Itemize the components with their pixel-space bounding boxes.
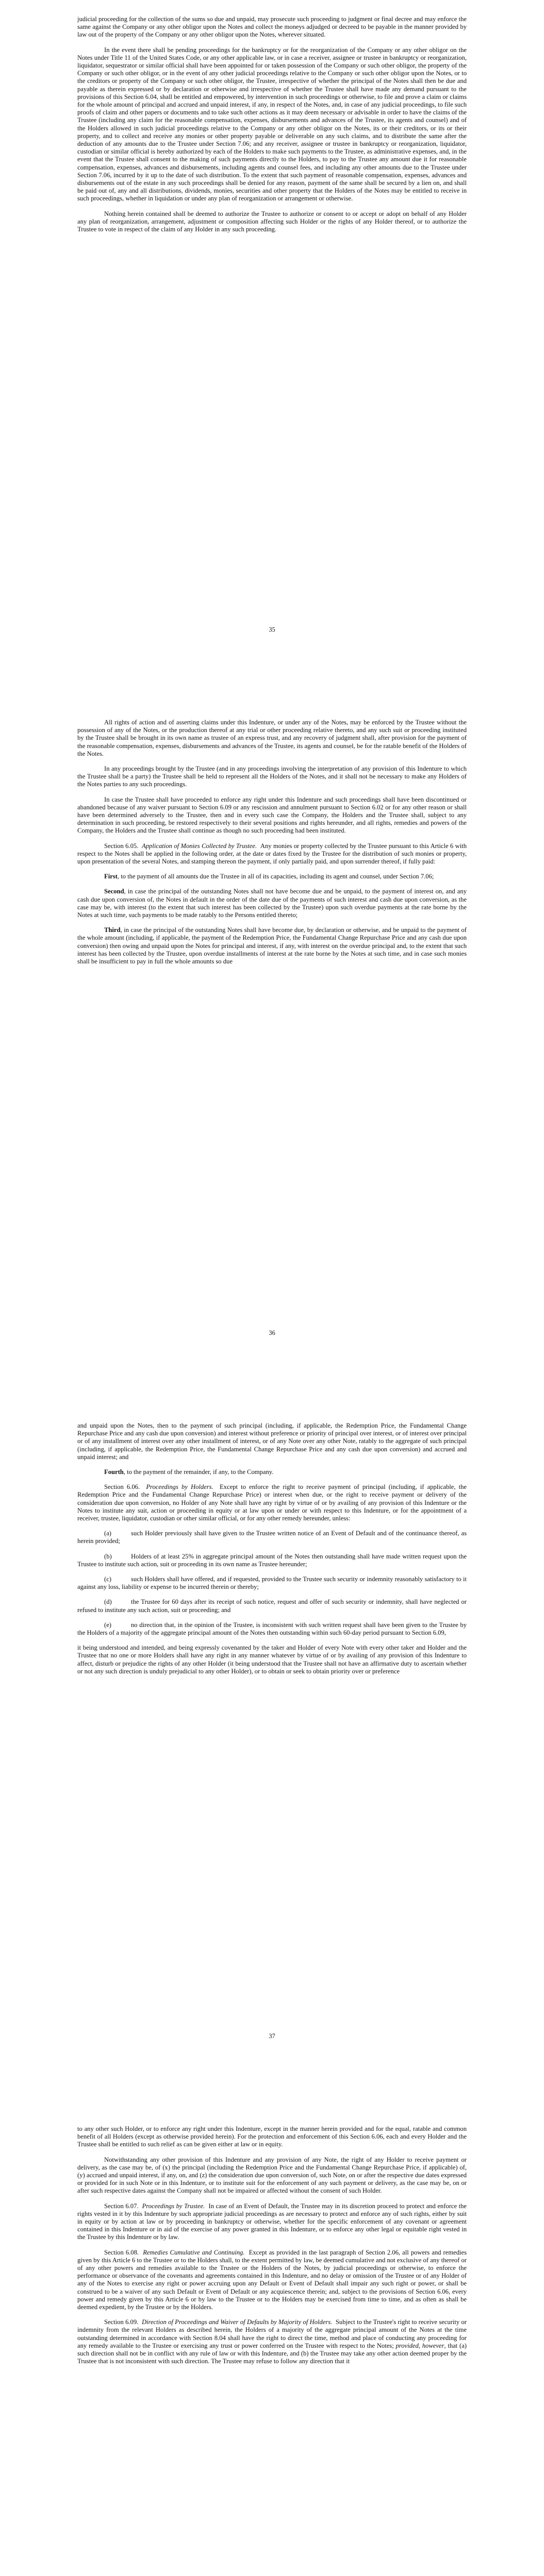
section-text: Any monies or property collected by the Trustee pursuant to this Article 6 with respect to the Notes shall be applied in the following order, at the date or dates fixed by the Trustee for the distribution of such monies or property, upon presentation of the several Notes, and stamping thereon the payment, if only partially paid, and upon surrender thereof, if fully paid: <box>77 842 467 866</box>
payment-order-first <box>77 873 467 880</box>
order-text: , to the payment of all amounts due the Trustee in all of its capacities, including its agent and counsel, under Section 7.06; <box>117 873 434 880</box>
document-page-37 <box>0 1406 544 2110</box>
payment-order-third <box>77 926 467 965</box>
proviso-emphasis: provided, however <box>395 2342 444 2349</box>
condition-d <box>77 1598 467 1614</box>
section-6-05 <box>77 842 467 866</box>
section-number: Section 6.09. <box>104 2318 139 2326</box>
page-number: 36 <box>269 1329 275 1336</box>
order-label: First <box>104 873 118 880</box>
paragraph-rights-of-action: All rights of action and of asserting claims under this Indenture, or under any of the Notes, may be enforced by the Trustee without the possession of any of the Notes, or the production thereof at any trial or other proceeding relative thereto, and any such suit or proceeding instituted by the Trustee shall be brought in its own name as trustee of an express trust, and any recovery of judgment shall, after provision for the payment of the reasonable compensation, expenses, disbursements and advances of the Trustee, its agents and counsel, be for the ratable benefit of the Holders of the Notes. <box>77 719 467 757</box>
section-title: Proceedings by Holders. <box>146 1483 213 1491</box>
section-number: Section 6.08. <box>104 2248 139 2256</box>
order-label: Third <box>104 926 121 934</box>
section-text: In case of an Event of Default, the Trustee may in its discretion proceed to protect and enforce the rights vested in it by this Indenture by such appropriate judicial proceedings as are necessary to protect and enforce any of such rights, either by suit in equity or by action at law or by proceeding in bankruptcy or otherwise, whether for the specific enforcement of any covenant or agreement contained in this Indenture or in aid of the exercise of any power granted in this Indenture, or to enforce any other legal or equitable right vested in the Trustee by this Indenture or by law. <box>77 2202 467 2241</box>
payment-order-second <box>77 888 467 919</box>
condition-e <box>77 1621 467 1637</box>
paragraph-judicial-proceeding: judicial proceeding for the collection of the sums so due and unpaid, may prosecute such proceeding to judgment or final decree and may enforce the same against the Company or any other obligor upon the Notes and collect the moneys adjudged or decreed to be payable in the manner provided by law out of the property of the Company or any other obligor upon the Notes, wherever situated. <box>77 15 467 39</box>
page-number: 37 <box>269 2032 275 2040</box>
paragraph-bankruptcy-proceedings: In the event there shall be pending proceedings for the bankruptcy or for the reorganization of the Company or any other obligor on the Notes under Title 11 of the United States Code, or any other applicable law, or in case a receiver, assignee or trustee in bankruptcy or reorganization, liquidator, sequestrator or similar official shall have been appointed for or taken possession of the Company or such other obligor, the property of the Company or such other obligor, or in the event of any other judicial proceedings relative to the Company or such other obligor upon the Notes, or to the creditors or property of the Company or such other obligor, the Trustee, irrespective of whether the principal of the Notes shall then be due and payable as therein expressed or by declaration or otherwise and irrespective of whether the Trustee shall have made any demand pursuant to the provisions of this Section 6.04, shall be entitled and empowered, by intervention in such proceedings or otherwise, to file and prove a claim or claims for the whole amount of principal and accrued and unpaid interest, if any, in respect of the Notes, and, in case of any judicial proceedings, to file such proofs of claim and other papers or documents and to take such other actions as it may deem necessary or advisable in order to have the claims of the Trustee (including any claim for the reasonable compensation, expenses, disbursements and advances of the Trustee, its agents and counsel) and of the Holders allowed in such judicial proceedings relative to the Company or any other obligor on the Notes, its or their creditors, or its or their property, and to collect and receive any monies or other property payable or deliverable on any such claims, and to distribute the same after the deduction of any amounts due to the Trustee under Section 7.06; and any receiver, assignee or trustee in bankruptcy or reorganization, liquidator, custodian or similar official is hereby authorized by each of the Holders to make such payments to the Trustee, as administrative expenses, and, in the event that the Trustee shall consent to the making of such payments directly to the Holders, to pay to the Trustee any amount due it for reasonable compensation, expenses, advances and disbursements, including agents and counsel fees, and including any other amounts due to the Trustee under Section 7.06, incurred by it up to the date of such distribution. To the extent that such payment of reasonable compensation, expenses, advances and disbursements out of the estate in any such proceedings shall be denied for any reason, payment of the same shall be secured by a lien on, and shall be paid out of, any and all distributions, dividends, monies, securities and other property that the Holders of the Notes may be entitled to receive in such proceedings, whether in liquidation or under any plan of reorganization or arrangement or otherwise. <box>77 46 467 202</box>
paragraph-discontinued-proceedings: In case the Trustee shall have proceeded to enforce any right under this Indenture and such proceedings shall have been discontinued or abandoned because of any waiver pursuant to Section 6.09 or any rescission and annulment pursuant to Section 6.02 or for any other reason or shall have been determined adversely to the Trustee, then and in every such case the Company, the Holders and the Trustee shall, subject to any determination in such proceeding, be restored respectively to their several positions and rights hereunder, and all rights, remedies and powers of the Company, the Holders and the Trustee shall continue as though no such proceeding had been instituted. <box>77 795 467 835</box>
condition-text: the Trustee for 60 days after its receipt of such notice, request and offer of such security or indemnity, shall have neglected or refused to institute any such action, suit or proceeding; and <box>77 1598 467 1614</box>
paragraph-continuation: to any other such Holder, or to enforce any right under this Indenture, except in the manner herein provided and for the equal, ratable and common benefit of all Holders (except as otherwise provided herein). For the protection and enforcement of this Section 6.06, each and every Holder and the Trustee shall be entitled to such relief as can be given either at law or in equity. <box>77 2125 467 2148</box>
condition-label: (a) <box>104 1530 111 1537</box>
condition-label: (d) <box>104 1598 112 1606</box>
section-title: Remedies Cumulative and Continuing. <box>143 2248 245 2256</box>
document-page-35 <box>0 0 544 703</box>
paragraph-trustee-represents-holders: In any proceedings brought by the Trustee (and in any proceedings involving the interpretation of any provision of this Indenture to which the Trustee shall be a party) the Trustee shall be held to represent all the Holders of the Notes, and it shall not be necessary to make any Holders of the Notes parties to any such proceedings. <box>77 765 467 788</box>
paragraph-continuation: and unpaid upon the Notes, then to the payment of such principal (including, if applicable, the Redemption Price, the Fundamental Change Repurchase Price and any cash due upon conversion) and interest without preference or priority of principal over interest, or of interest over principal or of any installment of interest over any other installment of interest, or of any Note over any other Note, ratably to the aggregate of such principal (including, if applicable, the Redemption Price, the Fundamental Change Repurchase Price and any cash due upon conversion) and accrued and unpaid interest; and <box>77 1422 467 1461</box>
page-number: 35 <box>269 626 275 633</box>
order-label: Fourth <box>104 1468 124 1476</box>
section-title: Application of Monies Collected by Trustee. <box>142 842 257 850</box>
paragraph-notwithstanding: Notwithstanding any other provision of this Indenture and any provision of any Note, the right of any Holder to receive payment or delivery, as the case may be, of (x) the principal (including the Redemption Price and the Fundamental Change Repurchase Price, if applicable) of, (y) accrued and unpaid interest, if any, on, and (z) the consideration due upon conversion of, such Note, on or after the respective due dates expressed or provided for in such Note or in this Indenture, or to institute suit for the enforcement of any such payment or delivery, as the case may be, on or after such respective dates against the Company shall not be impaired or affected without the consent of such Holder. <box>77 2156 467 2195</box>
paragraph-nothing-herein: Nothing herein contained shall be deemed to authorize the Trustee to authorize or consent to or accept or adopt on behalf of any Holder any plan of reorganization, arrangement, adjustment or composition affecting such Holder or the rights of any Holder thereof, or to authorize the Trustee to vote in respect of the claim of any Holder in any such proceeding. <box>77 210 467 233</box>
payment-order-fourth <box>77 1468 467 1476</box>
condition-a <box>77 1530 467 1545</box>
document-page-36 <box>0 703 544 1406</box>
section-title: Direction of Proceedings and Waiver of Defaults by Majority of Holders. <box>141 2318 333 2326</box>
document-page-38 <box>0 2110 544 2576</box>
condition-text: Holders of at least 25% in aggregate principal amount of the Notes then outstanding shall have made written request upon the Trustee to institute such action, suit or proceeding in its own name as Trustee hereunder; <box>77 1552 467 1568</box>
section-text: Subject to the Trustee's right to receive security or indemnity from the relevant Holders as described herein, the Holders of a majority of the aggregate principal amount of the Notes at the time outstanding determined in accordance with Section 8.04 shall have the right to direct the time, method and place of conducting any proceeding for any remedy available to the Trustee or exercising any trust or power conferred on the Trustee with respect to the Notes; <box>77 2318 467 2349</box>
condition-text: no direction that, in the opinion of the Trustee, is inconsistent with such written request shall have been given to the Trustee by the Holders of a majority of the aggregate principal amount of the Notes then outstanding within such 60-day period pursuant to Section 6.09, <box>77 1621 467 1637</box>
section-number: Section 6.05. <box>104 842 139 850</box>
condition-text: such Holders shall have offered, and if requested, provided to the Trustee such security or indemnity reasonably satisfactory to it against any loss, liability or expense to be incurred therein or thereby; <box>77 1575 467 1591</box>
order-text: , in case the principal of the outstanding Notes shall not have become due and be unpaid, to the payment of interest on, and any cash due upon conversion of, the Notes in default in the order of the date due of the payments of such interest and cash due upon conversion, as the case may be, with interest (to the extent that such interest has been collected by the Trustee) upon such overdue payments at the rate borne by the Notes at such time, such payments to be made ratably to the Persons entitled thereto; <box>77 888 467 919</box>
order-text: , in case the principal of the outstanding Notes shall have become due, by declaration or otherwise, and be unpaid to the payment of the whole amount (including, if applicable, the payment of the Redemption Price, the Fundamental Change Repurchase Price and any cash due upon conversion) then owing and unpaid upon the Notes for principal and interest, if any, with interest on the overdue principal and, to the extent that such interest has been collected by the Trustee, upon overdue installments of interest at the rate borne by the Notes at such time, and in case such monies shall be insufficient to pay in full the whole amounts so due <box>77 926 467 965</box>
condition-label: (b) <box>104 1552 112 1560</box>
section-number: Section 6.07. <box>104 2202 139 2210</box>
section-6-08 <box>77 2249 467 2312</box>
section-6-06 <box>77 1483 467 1522</box>
condition-c <box>77 1575 467 1591</box>
condition-label: (e) <box>104 1621 111 1629</box>
section-number: Section 6.06. <box>104 1483 140 1491</box>
order-text: , to the payment of the remainder, if any, to the Company. <box>123 1468 274 1476</box>
condition-text: such Holder previously shall have given to the Trustee written notice of an Event of Default and of the continuance thereof, as herein provided; <box>77 1530 467 1545</box>
condition-b <box>77 1553 467 1568</box>
section-text: Except as provided in the last paragraph of Section 2.06, all powers and remedies given by this Article 6 to the Trustee or to the Holders shall, to the extent permitted by law, be deemed cumulative and not exclusive of any thereof or of any other powers and remedies available to the Trustee or the Holders of the Notes, by judicial proceedings or otherwise, to enforce the performance or observance of the covenants and agreements contained in this Indenture, and no delay or omission of the Trustee or of any Holder of any of the Notes to exercise any right or power accruing upon any Default or Event of Default shall impair any such right or power, or shall be construed to be a waiver of any such Default or Event of Default or any acquiescence therein; and, subject to the provisions of Section 6.06, every power and remedy given by this Article 6 or by law to the Trustee or to the Holders may be exercised from time to time, and as often as shall be deemed expedient, by the Trustee or by the Holders. <box>77 2248 467 2311</box>
section-title: Proceedings by Trustee. <box>142 2202 205 2210</box>
section-text: Except to enforce the right to receive payment of principal (including, if applicable, the Redemption Price and the Fundamental Change Repurchase Price) or interest when due, or the right to receive payment or delivery of the consideration due upon conversion, no Holder of any Note shall have any right by virtue of or by availing of any provision of this Indenture or the Notes to institute any suit, action or proceeding in equity or at law upon or under or with respect to this Indenture, or for the appointment of a receiver, trustee, liquidator, custodian or other similar official, or for any other remedy hereunder, unless: <box>77 1483 467 1522</box>
paragraph-covenant: it being understood and intended, and being expressly covenanted by the taker and Holder of every Note with every other taker and Holder and the Trustee that no one or more Holders shall have any right in any manner whatever by virtue of or by availing of any provision of this Indenture to affect, disturb or prejudice the rights of any other Holder (it being understood that the Trustee shall not have an affirmative duty to ascertain whether or not any such direction is unduly prejudicial to any other Holder), or to obtain or seek to obtain priority over or preference <box>77 1644 467 1675</box>
condition-label: (c) <box>104 1575 111 1583</box>
order-label: Second <box>104 888 124 895</box>
section-text-continued: , that (a) such direction shall not be in conflict with any rule of law or with this Indenture, and (b) the Trustee may take any other action deemed proper by the Trustee that is not inconsistent with such direction. The Trustee may refuse to follow any direction that it <box>77 2342 467 2365</box>
section-6-07 <box>77 2202 467 2242</box>
section-6-09 <box>77 2318 467 2365</box>
